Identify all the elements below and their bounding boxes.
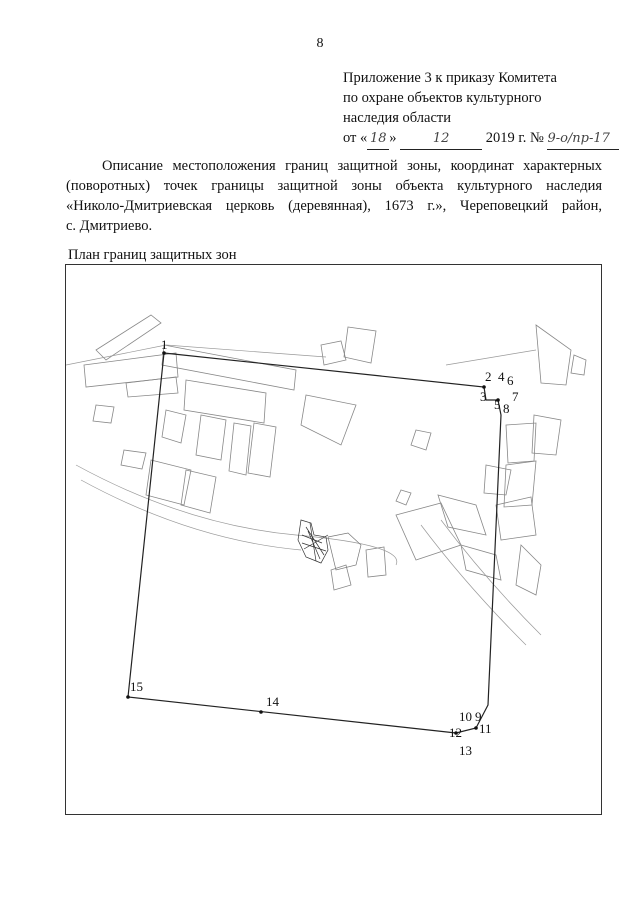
- point-label: 11: [479, 721, 492, 736]
- appendix-line-3: наследия области: [343, 110, 452, 126]
- description-line-4: с. Дмитриево.: [66, 218, 153, 234]
- appendix-line-2: по охране объектов культурного: [343, 90, 542, 106]
- point-label: 3: [480, 389, 487, 404]
- protective-zone-plan: [65, 264, 602, 815]
- point-label: 10: [459, 709, 472, 724]
- date-day: 18: [367, 129, 389, 150]
- appendix-date-line: [343, 128, 619, 150]
- date-month: 12: [400, 129, 482, 150]
- appendix-line-1: Приложение 3 к приказу Комитета: [343, 70, 557, 86]
- road-lines: [66, 345, 541, 645]
- date-year: 2019 г. №: [485, 130, 544, 146]
- point-label: 15: [130, 679, 143, 694]
- plan-map: [66, 265, 601, 814]
- date-mid: »: [389, 130, 397, 146]
- point-labels: [130, 337, 519, 758]
- order-number: 9-о/пр-17: [547, 129, 619, 150]
- appendix-header: [343, 68, 619, 150]
- point-label: 4: [498, 369, 505, 384]
- point-label: 7: [512, 389, 519, 404]
- description-line-1: Описание местоположения границ защитной зоны, координат характерных: [102, 158, 602, 174]
- date-prefix: от «: [343, 130, 368, 146]
- point-label: 5: [494, 397, 501, 412]
- church-site: [298, 520, 361, 570]
- page-number: 8: [316, 36, 324, 51]
- plan-title: План границ защитных зон: [68, 247, 237, 263]
- zone-description: [66, 156, 602, 236]
- point-label: 12: [449, 725, 462, 740]
- point-label: 6: [507, 373, 514, 388]
- description-line-3: «Николо-Дмитриевская церковь (деревянная), 1673 г.», Череповецкий район,: [66, 198, 602, 214]
- point-label: 13: [459, 743, 472, 758]
- description-line-2: (поворотных) точек границы защитной зоны объекта культурного наследия: [66, 178, 602, 194]
- point-label: 9: [475, 709, 482, 724]
- point-label: 8: [503, 401, 510, 416]
- point-label: 2: [485, 369, 492, 384]
- building-outlines: [84, 315, 586, 595]
- point-label: 14: [266, 694, 279, 709]
- point-label: 1: [161, 337, 168, 352]
